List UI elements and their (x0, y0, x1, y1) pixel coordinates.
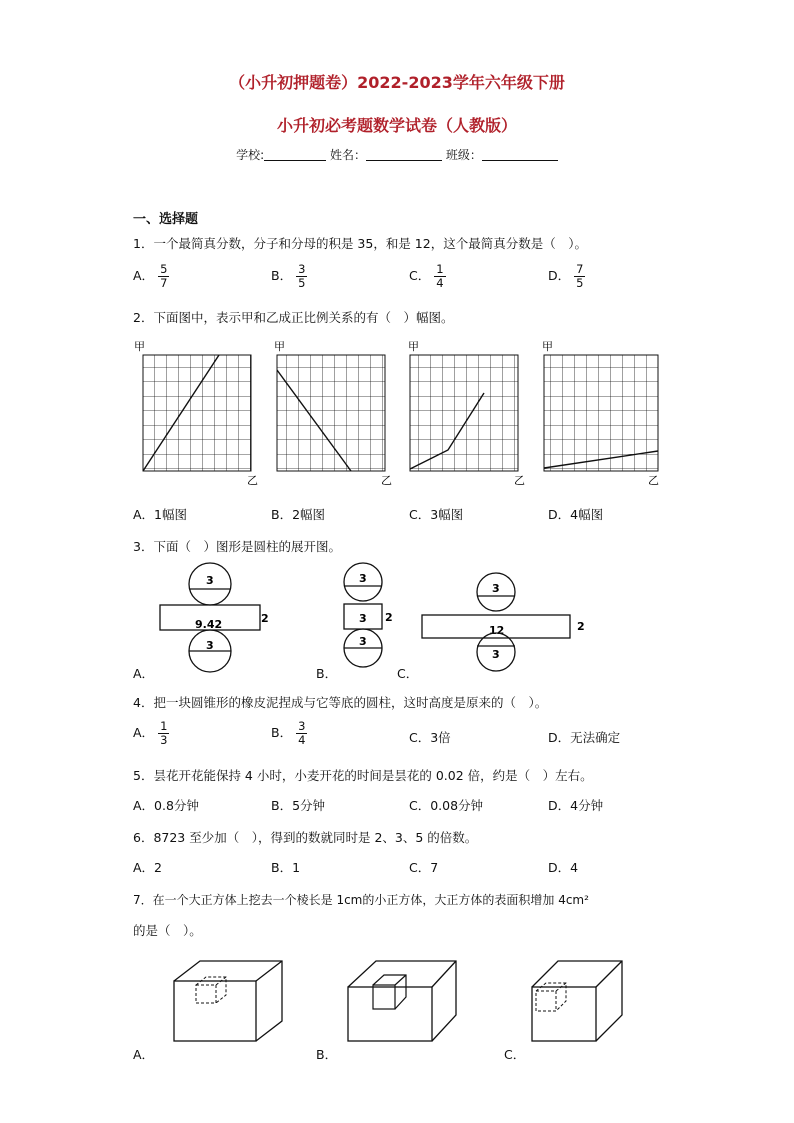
graph-4-y-label: 甲 (542, 340, 553, 353)
q1-option-d[interactable]: D． $\frac{7}{5}$ (548, 262, 584, 290)
q4-option-a[interactable]: A． $\frac{1}{3}$ (133, 719, 168, 747)
q4-option-b[interactable]: B． $\frac{3}{4}$ (271, 719, 306, 747)
student-info-line (0, 146, 794, 163)
graph-2-x-label: 乙 (381, 474, 392, 487)
q5-option-c[interactable]: C．0.08分钟 (409, 798, 484, 813)
graph-2 (274, 340, 392, 487)
q2-option-b[interactable]: B．2幅图 (271, 507, 326, 522)
cube-a (174, 961, 282, 1041)
q4-option-c[interactable]: C．3倍 (409, 730, 451, 745)
q5-option-a[interactable]: A．0.8分钟 (133, 798, 199, 813)
graph-1-y-label: 甲 (134, 340, 145, 353)
q2-option-c[interactable]: C．3幅图 (409, 507, 464, 522)
question-3-stem: 3．下面（ ）图形是圆柱的展开图。 (133, 539, 341, 554)
question-1-stem: 1．一个最简真分数，分子和分母的积是 35，和是 12，这个最简真分数是（ ）。 (133, 236, 587, 251)
cylinder-net-c (422, 573, 585, 671)
question-5-stem: 5．昙花开花能保持 4 小时，小麦开花的时间是昙花的 0.02 倍，约是（ ）左右。 (133, 768, 593, 783)
cube-b (348, 961, 456, 1041)
q3-option-c[interactable]: C． (397, 666, 419, 681)
cube-c (532, 961, 622, 1041)
svg-text:2: 2 (577, 620, 585, 633)
svg-text:3: 3 (359, 612, 367, 625)
q6-option-a[interactable]: A．2 (133, 860, 163, 875)
q7-option-b[interactable]: B． (316, 1047, 338, 1062)
q1-option-a[interactable]: A． $\frac{5}{7}$ (133, 262, 168, 290)
question-4-stem: 4．把一块圆锥形的橡皮泥捏成与它等底的圆柱，这时高度是原来的（ ）。 (133, 695, 548, 710)
q6-option-d[interactable]: D．4 (548, 860, 579, 875)
q5-option-b[interactable]: B．5分钟 (271, 798, 326, 813)
graph-2-y-label: 甲 (274, 340, 285, 353)
name-label: 姓名： (330, 148, 367, 162)
q4-option-d[interactable]: D．无法确定 (548, 730, 621, 745)
q2-option-d[interactable]: D．4幅图 (548, 507, 604, 522)
q5-option-d[interactable]: D．4分钟 (548, 798, 604, 813)
q2-graphs (130, 338, 670, 490)
title-line-1: （小升初押题卷）2022-2023学年六年级下册 (229, 73, 565, 92)
graph-4 (542, 340, 659, 487)
svg-text:3: 3 (359, 635, 367, 648)
graph-3-x-label: 乙 (514, 474, 525, 487)
question-2-stem: 2．下面图中，表示甲和乙成正比例关系的有（ ）幅图。 (133, 310, 454, 325)
svg-text:2: 2 (385, 611, 393, 624)
svg-text:3: 3 (492, 648, 500, 661)
graph-4-x-label: 乙 (648, 474, 659, 487)
question-6-stem: 6．8723 至少加（ ），得到的数就同时是 2、3、5 的倍数。 (133, 830, 478, 845)
svg-text:3: 3 (206, 574, 214, 587)
q3-figures (150, 562, 600, 674)
q6-option-c[interactable]: C．7 (409, 860, 439, 875)
svg-text:3: 3 (206, 639, 214, 652)
graph-3 (408, 340, 525, 487)
svg-text:9.42: 9.42 (195, 618, 223, 631)
section-title: 一、选择题 (133, 212, 199, 227)
class-blank[interactable] (482, 148, 558, 161)
graph-1 (134, 340, 258, 487)
svg-text:12: 12 (489, 624, 505, 637)
q3-option-a[interactable]: A． (133, 666, 155, 681)
graph-1-x-label: 乙 (247, 474, 258, 487)
cylinder-net-b (344, 563, 393, 667)
question-7-stem-line-1: 7．在一个大正方体上挖去一个棱长是 1cm的小正方体，大正方体的表面积增加 4cm² (133, 893, 589, 907)
q7-cubes (160, 955, 640, 1045)
q7-option-a[interactable]: A． (133, 1047, 155, 1062)
graph-3-y-label: 甲 (408, 340, 419, 353)
question-7-stem-line-2: 的是（ ）。 (133, 923, 202, 938)
school-label: 学校: (236, 148, 265, 162)
q2-option-a[interactable]: A．1幅图 (133, 507, 188, 522)
q3-option-b[interactable]: B． (316, 666, 338, 681)
q7-option-c[interactable]: C． (504, 1047, 526, 1062)
cylinder-net-a (160, 563, 269, 672)
class-label: 班级： (445, 148, 482, 162)
q6-option-b[interactable]: B．1 (271, 860, 301, 875)
q1-option-b[interactable]: B． $\frac{3}{5}$ (271, 262, 306, 290)
name-blank[interactable] (366, 148, 442, 161)
svg-text:3: 3 (359, 572, 367, 585)
school-blank[interactable] (264, 148, 326, 161)
q1-option-c[interactable]: C． $\frac{1}{4}$ (409, 262, 444, 290)
title-line-2: 小升初必考题数学试卷（人教版） (276, 116, 517, 135)
svg-text:3: 3 (492, 582, 500, 595)
svg-text:2: 2 (261, 612, 269, 625)
